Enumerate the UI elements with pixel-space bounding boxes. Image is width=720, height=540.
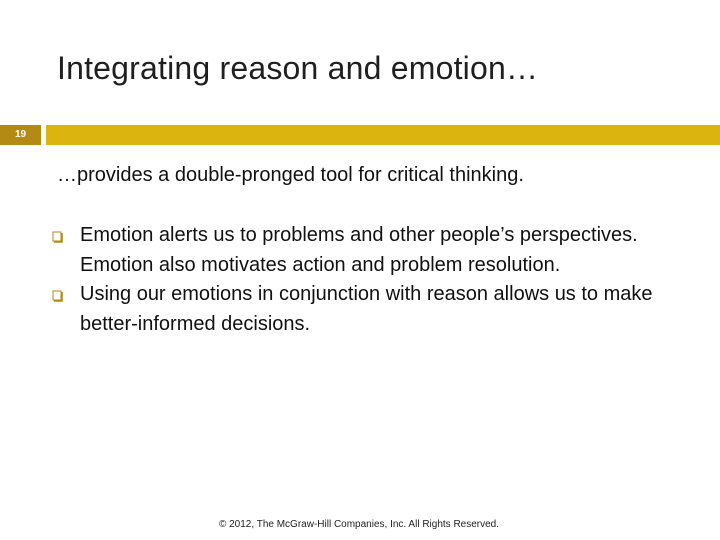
bullet-text: Using our emotions in conjunction with reason allows us to make better-informed decisions. — [80, 283, 653, 335]
bullet-item — [50, 280, 690, 339]
accent-bar — [46, 125, 720, 145]
slide-title: Integrating reason and emotion… — [57, 50, 539, 86]
square-bullet-icon — [52, 231, 64, 243]
square-bullet-icon — [52, 290, 64, 302]
lead-text: …provides a double-pronged tool for critical thinking. — [57, 164, 524, 186]
footer-text: © 2012, The McGraw-Hill Companies, Inc. All Rights Reserved. — [218, 519, 500, 530]
bullet-list — [50, 221, 690, 339]
copyright-footer — [0, 519, 720, 530]
slide-number: 19 — [14, 129, 27, 140]
bullet-item — [50, 221, 690, 280]
bullet-text: Emotion alerts us to problems and other people’s perspectives. Emotion also motivates action and problem resolution. — [80, 224, 638, 276]
